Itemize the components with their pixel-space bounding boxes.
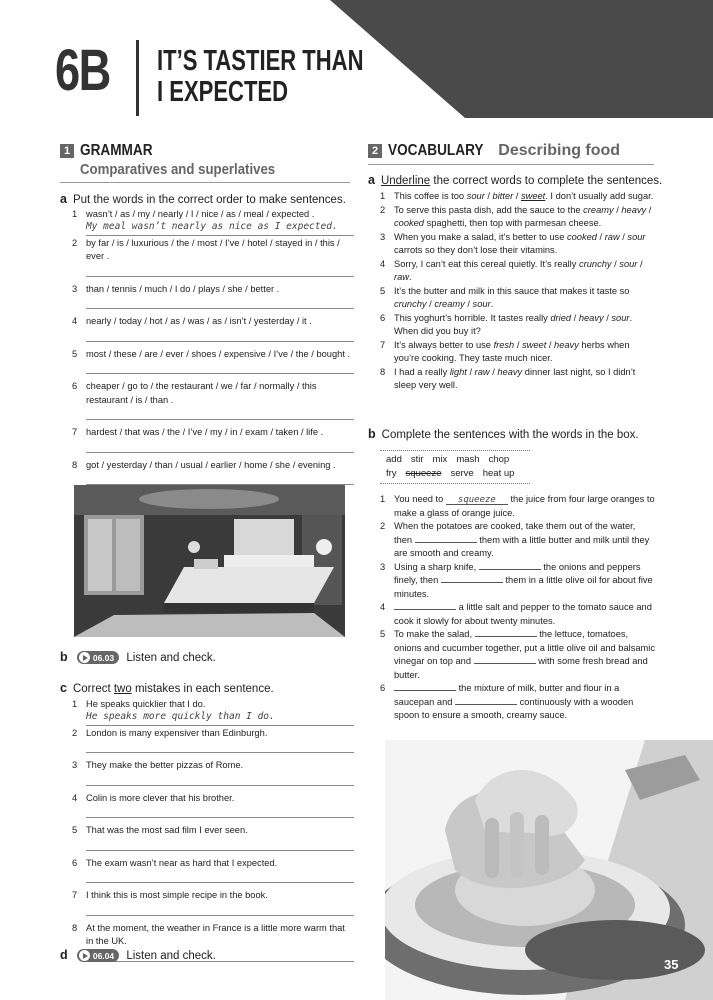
task-b: b 06.03 Listen and check. [60, 650, 216, 664]
list-item: 3 Using a sharp knife, the onions and peppers finely, then them in a little olive oil for about five minutes. [380, 561, 653, 599]
answer-blank[interactable] [479, 561, 541, 570]
list-item: 1 This coffee is too sour / bitter / sweet. I don’t usually add sugar. [380, 191, 654, 201]
answer-line[interactable] [86, 329, 354, 342]
answer-line[interactable]: He speaks more quickly than I do. [86, 712, 354, 726]
list-item: 5 To make the salad, the lettuce, tomatoes, onions and cucumber together, put a little olive oil and balsamic vinegar on top and with some fresh bread and butter. [380, 629, 655, 680]
list-item: 6 cheaper / go to / the restaurant / we / far / normally / this restaurant / is / than . [72, 381, 317, 405]
section-subtitle: Describing food [498, 142, 621, 159]
unit-code: 6B [55, 38, 110, 103]
list-item: 2 London is many expensiver than Edinburgh. [72, 727, 268, 738]
answer-blank[interactable] [415, 534, 477, 543]
list-item: 8 I had a really light / raw / heavy dinner last night, so I didn’t sleep very well. [380, 366, 636, 390]
page-number: 35 [664, 957, 679, 972]
vocab-b-list [380, 493, 655, 723]
answer-line[interactable] [86, 870, 354, 883]
answer-line[interactable] [86, 773, 354, 786]
list-item: 8 got / yesterday / than / usual / earlier / home / she / evening . [72, 459, 336, 470]
vocab-task-a: a Underline the correct words to complete the sentences. [368, 173, 663, 187]
answer-line[interactable] [86, 740, 354, 753]
list-item: 7 I think this is most simple recipe in the book. [72, 890, 268, 900]
answer-blank[interactable] [475, 628, 537, 637]
answer-blank[interactable]: squeeze [446, 496, 508, 505]
list-item: 7 hardest / that was / the / I’ve / my / in / exam / taken / life . [72, 427, 324, 437]
answer-line[interactable] [86, 440, 354, 453]
word-row: fry squeeze serve heat up [386, 468, 515, 479]
divider [60, 182, 350, 183]
list-item: 1 You need to squeeze the juice from four large oranges to make a glass of orange juice. [380, 494, 655, 518]
list-item: 3 than / tennis / much / I do / plays / she / better . [72, 283, 280, 294]
answer-blank[interactable] [455, 696, 517, 705]
list-item: 7 It’s always better to use fresh / sweet / heavy herbs when you’re cooking. They taste much nicer. [380, 339, 630, 363]
list-item: 2 To serve this pasta dish, add the sauce to the creamy / heavy / cooked spaghetti, then top with parmesan cheese. [380, 204, 652, 228]
audio-play-button[interactable]: 06.04 [77, 949, 119, 962]
list-item: 1 wasn’t / as / my / nearly / I / nice / as / meal / expected . [72, 209, 315, 219]
word-box [380, 450, 530, 484]
answer-line[interactable] [86, 361, 354, 374]
grammar-a-list [72, 208, 354, 485]
answer-blank[interactable] [394, 682, 456, 691]
answer-line[interactable] [86, 903, 354, 916]
answer-blank[interactable] [394, 601, 456, 610]
list-item: 5 That was the most sad film I ever seen. [72, 825, 248, 835]
grammar-heading [60, 142, 165, 160]
unit-divider [136, 40, 139, 116]
list-item: 3 When you make a salad, it’s better to use cooked / raw / sour carrots so they don’t lose their vitamins. [380, 231, 646, 255]
task-d: d 06.04 Listen and check. [60, 948, 216, 962]
header-band [330, 0, 713, 118]
divider [368, 164, 654, 165]
list-item: 8 At the moment, the weather in France is a little more warm that in the UK. [72, 922, 345, 946]
grammar-c-list [72, 698, 354, 962]
answer-line[interactable] [86, 472, 354, 485]
list-item: 4 nearly / today / hot / as / was / as / isn’t / yesterday / it . [72, 316, 312, 326]
list-item: 5 most / these / are / ever / shoes / expensive / I’ve / the / bought . [72, 348, 351, 359]
hotel-room-image [74, 485, 345, 637]
list-item: 2 by far / is / luxurious / the / most / I’ve / hotel / stayed in / this / ever . [72, 237, 340, 261]
vocab-a-list [380, 190, 655, 393]
list-item: 1 He speaks quicklier that I do. [72, 699, 206, 709]
task-c: c Correct two mistakes in each sentence. [60, 681, 274, 695]
list-item: 4 Colin is more clever that his brother. [72, 792, 235, 803]
audio-play-button[interactable]: 06.03 [77, 651, 119, 664]
list-item: 4 a little salt and pepper to the tomato sauce and cook it slowly for about twenty minutes. [380, 602, 652, 626]
page-title: IT’S TASTIER THAN I EXPECTED [157, 45, 364, 108]
section-subtitle: Comparatives and superlatives [80, 161, 276, 178]
answer-line[interactable] [86, 805, 354, 818]
answer-line[interactable] [86, 838, 354, 851]
section-title: VOCABULARY [388, 142, 484, 159]
answer-line[interactable] [86, 264, 354, 277]
section-title: GRAMMAR [80, 142, 153, 159]
vocab-task-b: b Complete the sentences with the words in the box. [368, 427, 639, 441]
list-item: 5 It’s the butter and milk in this sauce that makes it taste so crunchy / creamy / sour. [380, 285, 630, 309]
word-row: add stir mix mash chop [386, 454, 510, 465]
list-item: 2 When the potatoes are cooked, take them out of the water, then them with a little butter and milk until they are smooth and creamy. [380, 521, 650, 558]
answer-blank[interactable] [441, 574, 503, 583]
list-item: 6 This yoghurt’s horrible. It tastes really dried / heavy / sour. When did you buy it? [380, 312, 633, 336]
vocabulary-heading [368, 142, 620, 160]
answer-line[interactable] [86, 407, 354, 420]
section-number: 2 [368, 144, 382, 158]
play-icon [79, 950, 90, 961]
list-item: 6 The exam wasn’t near as hard that I expected. [72, 857, 278, 868]
list-item: 3 They make the better pizzas of Rome. [72, 760, 244, 770]
list-item: 4 Sorry, I can’t eat this cereal quietly. It’s really crunchy / sour / raw. [380, 258, 643, 282]
answer-line[interactable]: My meal wasn’t nearly as nice as I expected. [86, 222, 354, 236]
answer-blank[interactable] [474, 655, 536, 664]
list-item: 6 the mixture of milk, butter and flour in a saucepan and continuously with a wooden spoon to ensure a smooth, creamy sauce. [380, 683, 634, 720]
play-icon [79, 652, 90, 663]
section-number: 1 [60, 144, 74, 158]
task-a: a Put the words in the correct order to make sentences. [60, 192, 346, 206]
answer-line[interactable] [86, 296, 354, 309]
hotel-room-photo [74, 485, 345, 637]
